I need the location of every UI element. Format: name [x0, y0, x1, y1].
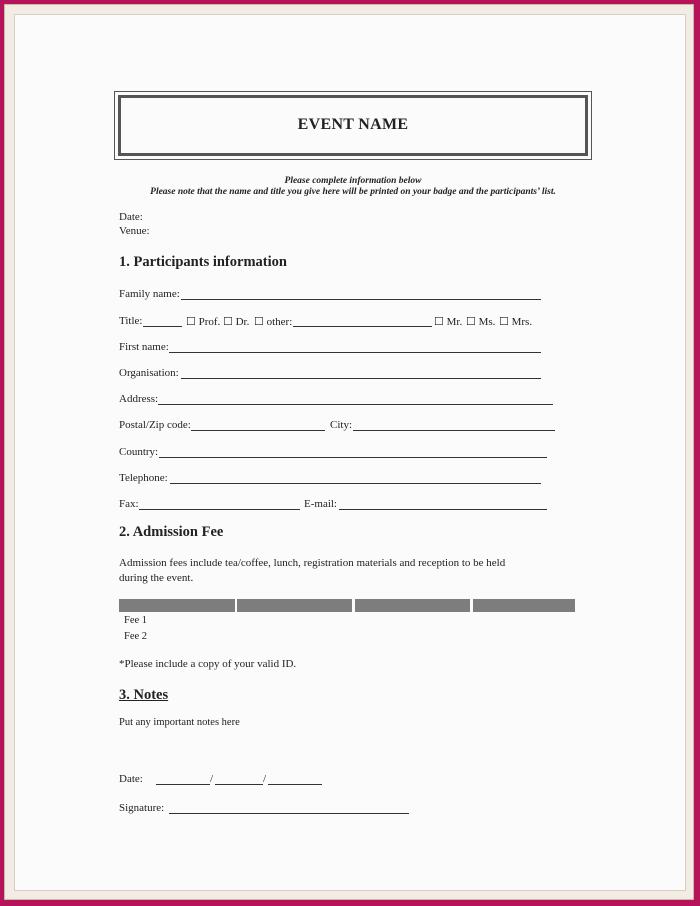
fax-label: Fax:	[119, 498, 139, 510]
title-box	[114, 91, 592, 160]
id-note: *Please include a copy of your valid ID.	[119, 658, 297, 670]
title-option-dr[interactable]: ☐ Dr.	[223, 316, 250, 328]
organisation-field[interactable]	[181, 365, 541, 379]
family-name-field[interactable]	[181, 286, 541, 300]
salutation-mrs[interactable]: ☐ Mrs.	[499, 316, 533, 328]
fee-table-header-cell	[119, 599, 235, 612]
event-title: EVENT NAME	[297, 116, 409, 133]
fax-field[interactable]	[139, 496, 300, 510]
admission-text-line-1: Admission fees include tea/coffee, lunch, registration materials and reception to be held	[119, 557, 506, 569]
first-name-field[interactable]	[169, 339, 541, 353]
fee-row-2: Fee 2	[124, 631, 148, 642]
email-field[interactable]	[339, 496, 547, 510]
title-option-other[interactable]: ☐ other:	[254, 316, 293, 328]
fee-row-1: Fee 1	[124, 615, 148, 626]
fee-table-header-cell	[355, 599, 470, 612]
date-day-field[interactable]	[156, 771, 210, 785]
date-separator: /	[263, 773, 267, 785]
date-label: Date:	[119, 211, 143, 223]
salutation-ms[interactable]: ☐ Ms.	[466, 316, 496, 328]
signature-field[interactable]	[169, 800, 409, 814]
date-separator: /	[210, 773, 214, 785]
venue-label: Venue:	[119, 225, 150, 237]
signature-label: Signature:	[119, 802, 165, 814]
section-heading-admission-fee: 2. Admission Fee	[119, 524, 224, 540]
city-field[interactable]	[353, 417, 555, 431]
footer-date-label: Date:	[119, 773, 143, 785]
intro-line-2: Please note that the name and title you give here will be printed on your badge and the participants’ list.	[150, 187, 556, 197]
title-other-field[interactable]	[293, 313, 432, 327]
organisation-label: Organisation:	[119, 367, 179, 379]
telephone-field[interactable]	[170, 470, 541, 484]
section-heading-participants: 1. Participants information	[119, 254, 287, 270]
country-label: Country:	[119, 446, 159, 458]
email-label: E-mail:	[304, 498, 337, 510]
country-field[interactable]	[159, 444, 547, 458]
admission-text-line-2: during the event.	[119, 572, 194, 584]
city-label: City:	[330, 419, 353, 431]
fee-table-header-cell	[237, 599, 352, 612]
telephone-label: Telephone:	[119, 472, 168, 484]
fee-table-header-cell	[473, 599, 575, 612]
family-name-label: Family name:	[119, 288, 180, 300]
title-field[interactable]	[143, 313, 182, 327]
title-option-prof[interactable]: ☐ Prof.	[186, 316, 221, 328]
date-year-field[interactable]	[268, 771, 322, 785]
date-month-field[interactable]	[215, 771, 263, 785]
address-label: Address:	[119, 393, 159, 405]
address-field[interactable]	[158, 391, 553, 405]
section-heading-notes: 3. Notes	[119, 687, 169, 703]
postal-code-field[interactable]	[191, 417, 325, 431]
first-name-label: First name:	[119, 341, 169, 353]
notes-placeholder[interactable]: Put any important notes here	[119, 717, 240, 728]
intro-line-1: Please complete information below	[284, 176, 422, 186]
postal-code-label: Postal/Zip code:	[119, 419, 191, 431]
salutation-mr[interactable]: ☐ Mr.	[434, 316, 463, 328]
title-label: Title:	[119, 315, 143, 327]
